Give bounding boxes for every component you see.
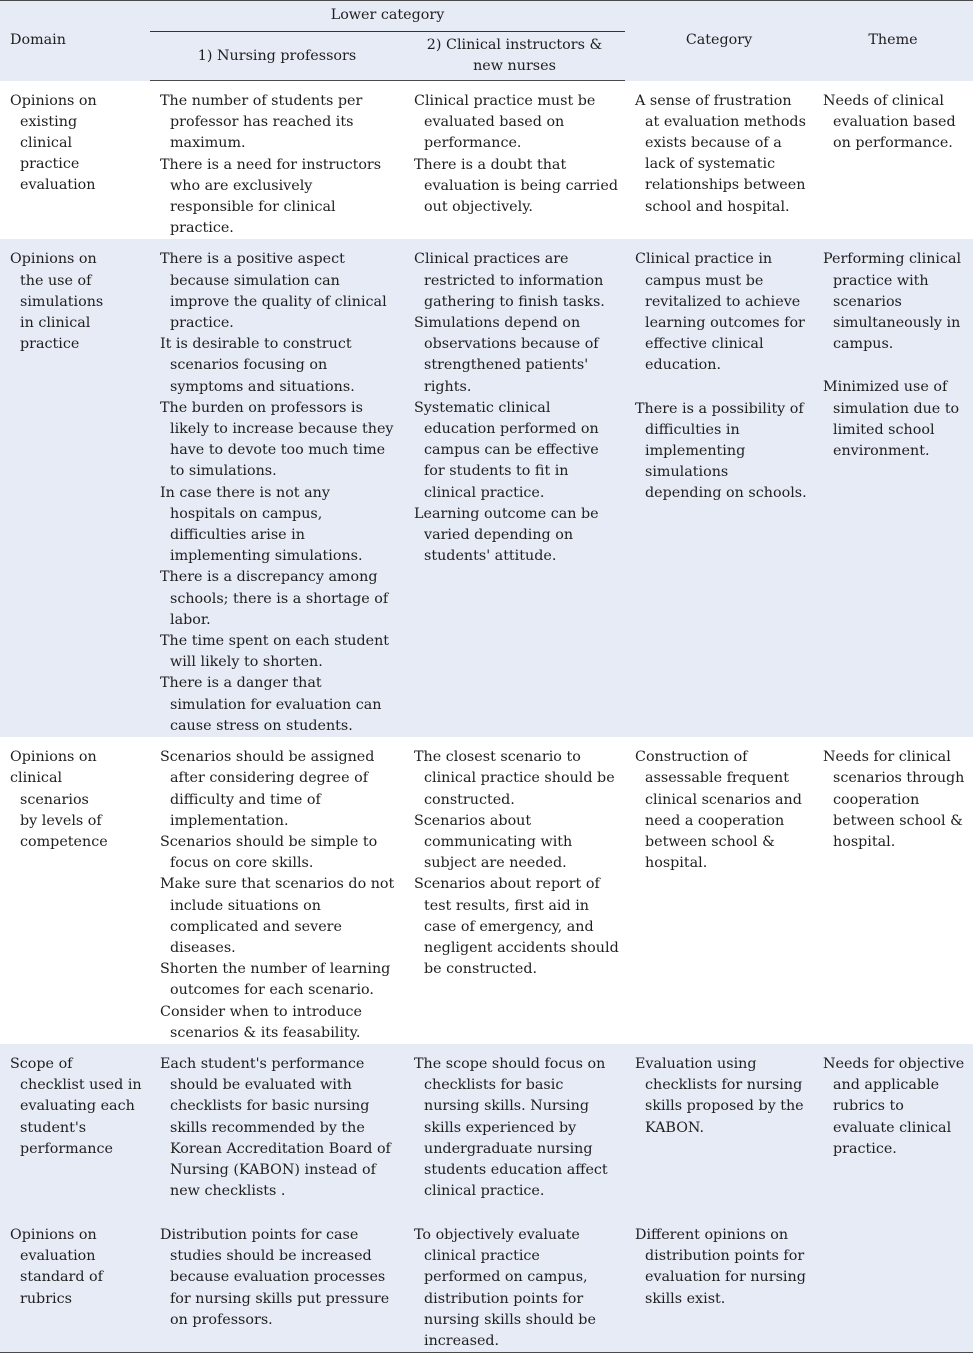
domain-cell <box>0 1044 150 1215</box>
table-row <box>0 239 973 737</box>
domain-line: standard of rubrics <box>20 1269 103 1307</box>
header-category: Category <box>685 32 753 49</box>
professors-cell <box>150 1044 404 1215</box>
domain-line: student's <box>20 1119 87 1136</box>
domain-line: Opinions on <box>10 1226 97 1243</box>
instructors-cell <box>404 239 625 737</box>
theme-item: Needs for objective and applicable rubrics to evaluate clinical practice. <box>823 1055 965 1157</box>
table-row <box>0 81 973 240</box>
professors-item: The burden on professors is likely to increase because they have to devote too much time to simulations. <box>160 399 394 480</box>
table-row <box>0 1044 973 1215</box>
domain-text <box>10 1225 144 1310</box>
domain-line: practice <box>20 336 80 353</box>
category-item: Different opinions on distribution points for evaluation for nursing skills exist. <box>635 1226 806 1307</box>
header-clinical-instructors-line2: new nurses <box>473 58 556 74</box>
domain-text <box>10 1054 144 1160</box>
domain-cell <box>0 1215 150 1353</box>
domain-line: performance <box>20 1140 113 1157</box>
header-lower-category-label: Lower category <box>330 7 445 24</box>
professors-item: Distribution points for case studies should be increased because evaluation processes for nursing skills put pressure on professors. <box>160 1226 390 1328</box>
theme-cell <box>813 1044 973 1215</box>
theme-item: Minimized use of simulation due to limited school environment. <box>823 379 960 460</box>
category-item: There is a possibility of difficulties in implementing simulations depending on schools. <box>635 400 807 502</box>
instructors-item: To objectively evaluate clinical practice performed on campus, distribution points for nursing skills should be increased. <box>414 1226 596 1349</box>
instructors-item: Clinical practice must be evaluated based on performance. <box>414 93 596 152</box>
table-row <box>0 1215 973 1353</box>
domain-line: evaluation <box>20 1248 96 1265</box>
category-cell <box>625 1215 813 1353</box>
professors-item: There is a positive aspect because simulation can improve the quality of clinical practice. <box>160 251 387 332</box>
domain-line: Opinions on <box>10 92 97 109</box>
professors-cell <box>150 1215 404 1353</box>
instructors-item: The closest scenario to clinical practice should be constructed. <box>414 749 615 808</box>
instructors-item: Scenarios about communicating with subject are needed. <box>414 812 573 872</box>
domain-line: scenarios <box>20 791 89 808</box>
domain-text <box>10 747 144 853</box>
table-body <box>0 81 973 1353</box>
instructors-cell <box>404 737 625 1044</box>
professors-item: Shorten the number of learning outcomes for each scenario. <box>160 961 391 999</box>
professors-cell <box>150 81 404 240</box>
category-item: Clinical practice in campus must be revitalized to achieve learning outcomes for effective clinical education. <box>635 251 805 374</box>
theme-item: Needs of clinical evaluation based on performance. <box>823 92 956 151</box>
header-theme: Theme <box>868 32 918 49</box>
instructors-item: Clinical practices are restricted to information gathering to finish tasks. <box>414 251 605 310</box>
category-item: Construction of assessable frequent clinical scenarios and need a cooperation between school & hospital. <box>635 749 802 872</box>
header-nursing-professors: 1) Nursing professors <box>150 32 404 81</box>
instructors-item: Scenarios about report of test results, first aid in case of emergency, and negligent accidents should be constructed. <box>414 876 619 978</box>
domain-line: the use of <box>20 272 92 289</box>
instructors-item: There is a doubt that evaluation is being carried out objectively. <box>414 156 618 216</box>
domain-line: clinical <box>20 134 73 151</box>
table-header <box>0 1 973 81</box>
professors-item: Scenarios should be assigned after considering degree of difficulty and time of implementation. <box>160 749 375 829</box>
domain-cell <box>0 239 150 737</box>
professors-item: There is a need for instructors who are exclusively responsible for clinical practice. <box>160 156 382 237</box>
professors-item: There is a discrepancy among schools; there is a shortage of labor. <box>160 569 389 628</box>
domain-line: competence <box>20 833 108 850</box>
professors-item: Consider when to introduce scenarios & its feasability. <box>160 1003 363 1041</box>
professors-cell <box>150 737 404 1044</box>
domain-text <box>10 249 144 355</box>
instructors-item: Simulations depend on observations because of strengthened patients' rights. <box>414 315 599 395</box>
professors-item: It is desirable to construct scenarios focusing on symptoms and situations. <box>160 336 355 395</box>
domain-line: evaluating each <box>20 1098 135 1115</box>
domain-line: simulations <box>20 293 104 310</box>
theme-cell <box>813 737 973 1044</box>
category-cell <box>625 737 813 1044</box>
domain-line: Scope of <box>10 1055 73 1072</box>
instructors-item: Learning outcome can be varied depending on students' attitude. <box>414 505 599 565</box>
category-cell <box>625 1044 813 1215</box>
domain-line: checklist used in <box>20 1077 142 1094</box>
theme-cell <box>813 81 973 240</box>
instructors-item: Systematic clinical education performed on campus can be effective for students to fit in clinical practice. <box>414 399 599 501</box>
header-clinical-instructors-line1: 2) Clinical instructors & <box>426 37 603 53</box>
theme-cell <box>813 239 973 737</box>
category-item: Evaluation using checklists for nursing skills proposed by the KABON. <box>635 1055 804 1136</box>
theme-item: Needs for clinical scenarios through cooperation between school & hospital. <box>823 749 965 850</box>
domain-line: Opinions on <box>10 251 97 268</box>
professors-item: The number of students per professor has reached its maximum. <box>160 93 363 152</box>
instructors-cell <box>404 1215 625 1353</box>
professors-item: There is a danger that simulation for evaluation can cause stress on students. <box>160 675 382 734</box>
professors-item: Each student's performance should be evaluated with checklists for basic nursing skills recommended by the Korean Accreditation Board of Nursing (KABON) instead of new checklists . <box>160 1055 391 1200</box>
professors-item: In case there is not any hospitals on campus, difficulties arise in implementing simulations. <box>160 484 363 565</box>
professors-item: Make sure that scenarios do not include situations on complicated and severe diseases. <box>160 876 395 956</box>
header-lower-category <box>150 1 625 32</box>
header-domain: Domain <box>10 32 66 49</box>
spacer <box>635 377 807 399</box>
header-clinical-instructors <box>404 32 625 81</box>
table-row <box>0 737 973 1044</box>
domain-cell <box>0 81 150 240</box>
professors-item: Scenarios should be simple to focus on core skills. <box>160 833 378 872</box>
spacer <box>823 355 967 377</box>
domain-line: in clinical <box>20 315 91 332</box>
professors-item: The time spent on each student will likely to shorten. <box>160 633 390 671</box>
domain-line: Opinions on clinical <box>10 749 97 787</box>
instructors-cell <box>404 1044 625 1215</box>
domain-line: by levels of <box>20 812 102 829</box>
domain-cell <box>0 737 150 1044</box>
category-item: A sense of frustration at evaluation methods exists because of a lack of systematic relationships between school and hospital. <box>635 92 806 215</box>
category-cell <box>625 239 813 737</box>
domain-text <box>10 91 144 197</box>
instructors-item: The scope should focus on checklists for basic nursing skills. Nursing skills experienced by undergraduate nursing students education affect clinical practice. <box>414 1055 608 1200</box>
domain-line: existing <box>20 113 78 130</box>
domain-line: practice evaluation <box>20 156 96 194</box>
theme-item: Performing clinical practice with scenarios simultaneously in campus. <box>823 251 962 353</box>
professors-cell <box>150 239 404 737</box>
theme-cell <box>813 1215 973 1353</box>
instructors-cell <box>404 81 625 240</box>
category-cell <box>625 81 813 240</box>
